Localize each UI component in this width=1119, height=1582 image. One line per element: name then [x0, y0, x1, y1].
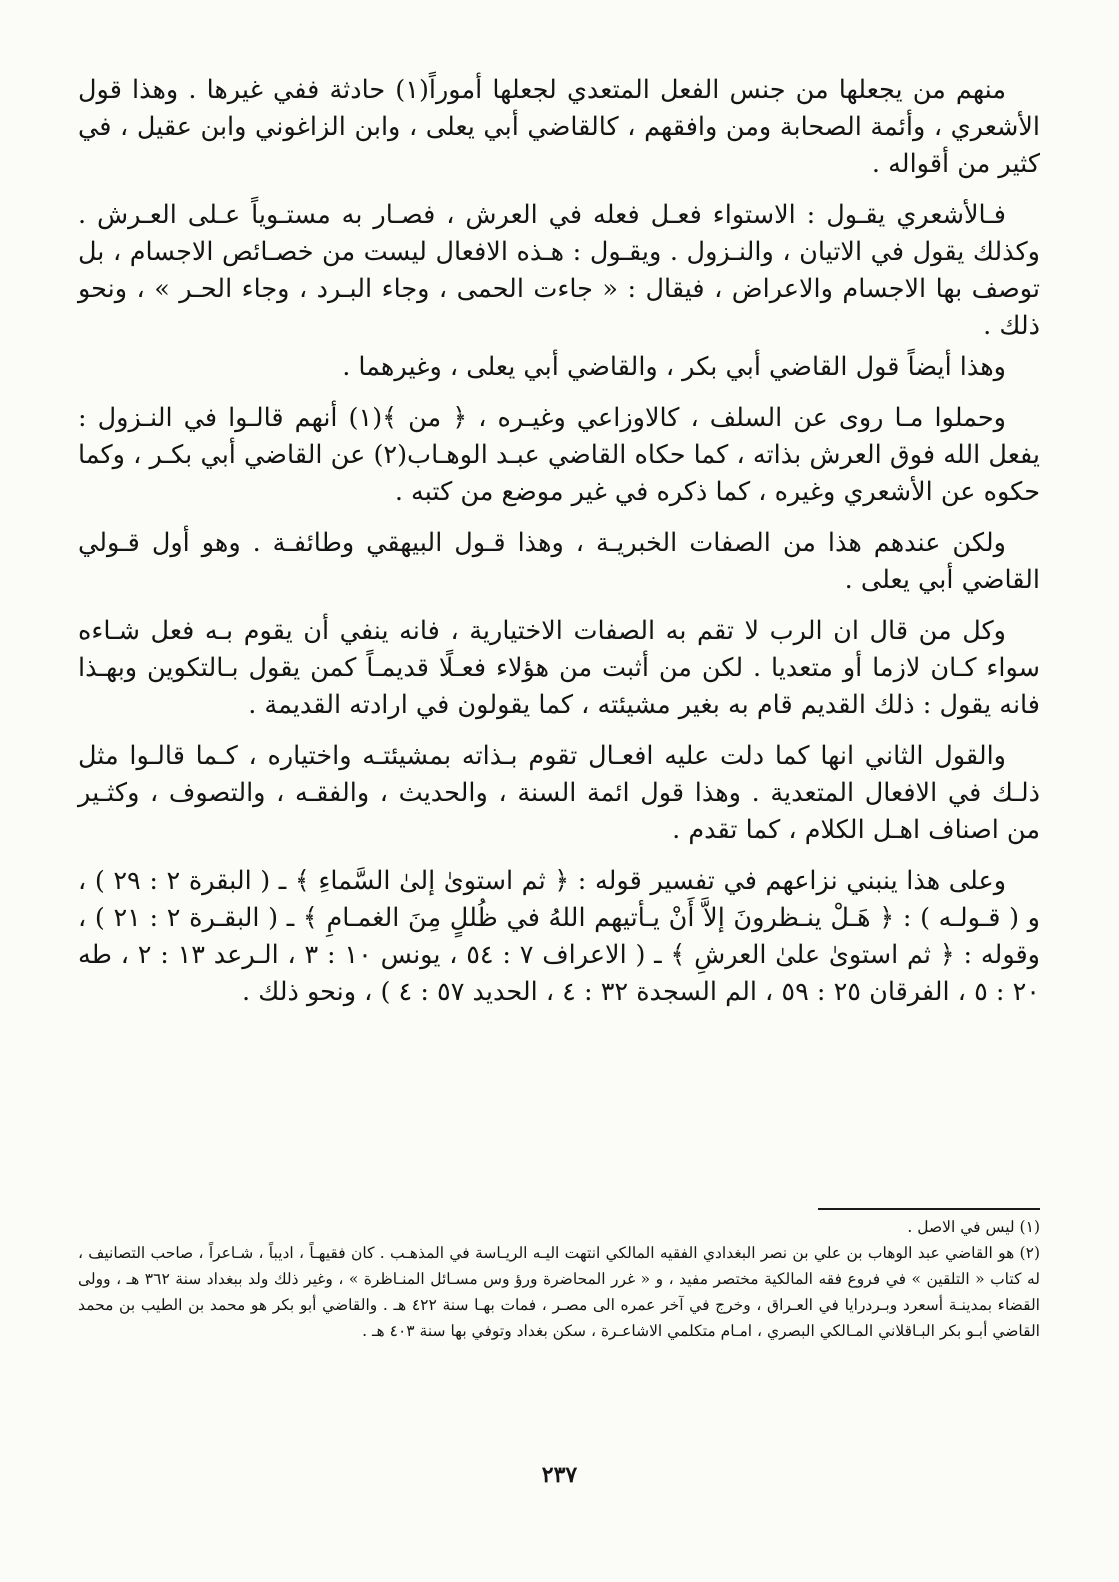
footnote: (١) ليس في الاصل . [907, 1218, 1040, 1236]
footnote: (٢) هو القاضي عبد الوهاب بن علي بن نصر البغدادي الفقيه المالكي انتهت اليـه الريـاسة في المذهـب . كان فقيهـاً ، اديباً ، شـاعراً ، صاحب التصانيف ، له كتاب « التلقين » في فروع فقه المالكية مختصر مفيد ، و « غرر المحاضرة ورؤ وس مسـائل المنـاظرة » ، وغير ذلك ولد ببغداد سنة ٣٦٢ هـ ، وولى القضاء بمدينـة أسعرد وبـردرايا في العـراق ، وخرج في آخر عمره الى مصـر ، فمات بهـا سنة ٤٢٢ هـ . والقاضي أبو بكر هو محمد بن الطيب بن محمد القاضي أبـو بكر البـاقلاني المـالكي البصري ، امـام متكلمي الاشاعـرة ، سكن بغداد وتوفي بها سنة ٤٠٣ هـ . [78, 1244, 1040, 1340]
paragraph: ولكن عندهم هذا من الصفات الخبريـة ، وهذا قـول البيهقي وطائفـة . وهو أول قـولي القاضي أبي يعلى . [78, 528, 1040, 595]
footnotes [78, 1214, 1040, 1344]
paragraph: وعلى هذا ينبني نزاعهم في تفسير قوله : ﴿ ثم استوىٰ إلىٰ السَّماءِ ﴾ ـ ( البقرة ٢ : ٢٩ ) ، و ( قـولـه ) : ﴿ هَـلْ ينـظرونَ إلاَّ أَنْ يـأتيهم اللهُ في ظُللٍ مِنَ الغمـامِ ﴾ ـ ( البقـرة ٢ : ٢١ ) ، وقوله : ﴿ ثم استوىٰ علىٰ العرشِ ﴾ ـ ( الاعراف ٧ : ٥٤ ، يونس ١٠ : ٣ ، الـرعد ١٣ : ٢ ، طه ٢٠ : ٥ ، الفرقان ٢٥ : ٥٩ ، الم السجدة ٣٢ : ٤ ، الحديد ٥٧ : ٤ ) ، ونحو ذلك . [78, 866, 1040, 1007]
page-number: ٢٣٧ [541, 1462, 578, 1488]
paragraph: وحملوا مـا روى عن السلف ، كالاوزاعي وغيـره ، ﴿ من ﴾(١) أنهم قالـوا في النـزول : يفعل الله فوق العرش بذاته ، كما حكاه القاضي عبـد الوهـاب(٢) عن القاضي أبي بكـر ، وكما حكوه عن الأشعري وغيره ، كما ذكره في غير موضع من كتبه . [78, 403, 1040, 507]
paragraph: والقول الثاني انها كما دلت عليه افعـال تقوم بـذاته بمشيئتـه واختياره ، كـما قالـوا مثل ذلـك في الافعال المتعدية . وهذا قول ائمة السنة ، والحديث ، والفقـه ، والتصوف ، وكثـير من اصناف اهـل الكلام ، كما تقدم . [78, 741, 1040, 845]
footnote-separator [818, 1208, 1040, 1210]
paragraph: وهذا أيضاً قول القاضي أبي بكر ، والقاضي أبي يعلى ، وغيرهما . [342, 352, 1006, 382]
paragraph: فـالأشعري يقـول : الاستواء فعـل فعله في العرش ، فصـار به مستـوياً عـلى العـرش . وكذلك يقول في الاتيان ، والنـزول . ويقـول : هـذه الافعال ليست من خصـائص الاجسام ، بل توصف بها الاجسام والاعراض ، فيقال : « جاءت الحمى ، وجاء البـرد ، وجاء الحـر » ، ونحو ذلك . [78, 200, 1040, 341]
paragraph: وكل من قال ان الرب لا تقم به الصفات الاختيارية ، فانه ينفي أن يقوم بـه فعل شـاءه سواء كـان لازما أو متعديا . لكن من أثبت من هؤلاء فعـلًا قديمـاً كمن يقول بـالتكوين وبهـذا فانه يقول : ذلك القديم قام به بغير مشيئته ، كما يقولون في ارادته القديمة . [78, 616, 1040, 720]
main-text [78, 72, 1040, 1015]
paragraph: منهم من يجعلها من جنس الفعل المتعدي لجعلها أموراً(١) حادثة ففي غيرها . وهذا قول الأشعري ، وأئمة الصحابة ومن وافقهم ، كالقاضي أبي يعلى ، وابن الزاغوني وابن عقيل ، في كثير من أقواله . [78, 75, 1040, 179]
